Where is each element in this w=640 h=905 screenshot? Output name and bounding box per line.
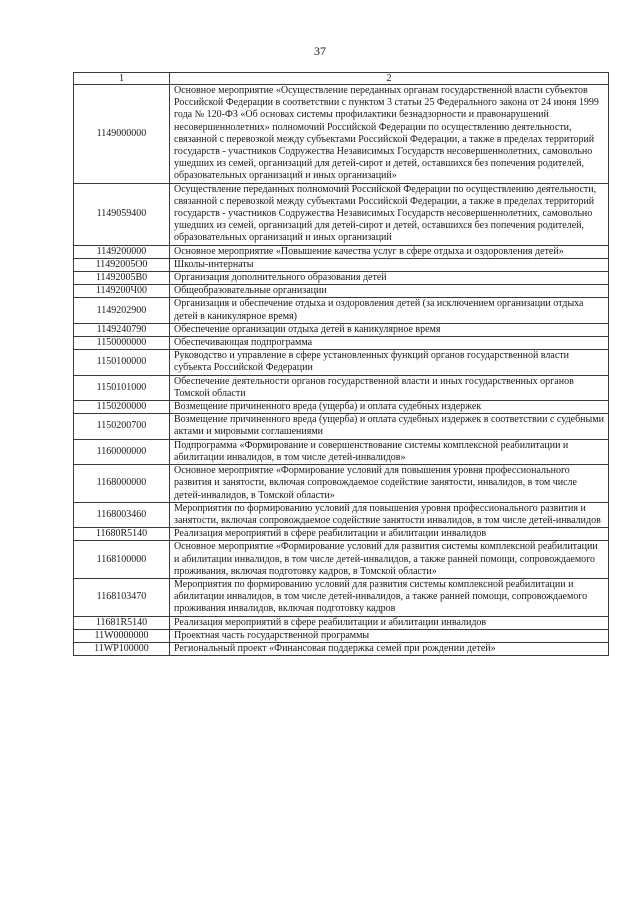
table-row [74, 245, 609, 258]
table-row [74, 337, 609, 350]
table-row [74, 578, 609, 616]
table-row [74, 258, 609, 271]
row-code: 11680R5140 [74, 528, 170, 541]
row-name: Осуществление переданных полномочий Российской Федерации по осуществлению деятельности, связанной с перевозкой между субъектами Российской Федерации, а также в пределах территорий государств - участников Содружества Независимых Государств несовершеннолетних, самовольно ушедших из семей, организаций для детей-сирот и детей, оставшихся без попечения родителей, образовательных организаций и иных организаций [170, 183, 609, 245]
row-name: Основное мероприятие «Осуществление переданных органам государственной власти субъектов Российской Федерации в соответствии с пунктом 3 статьи 25 Федерального закона от 24 июня 1999 года № 120-ФЗ «Об основах системы профилактики безнадзорности и правонарушений несовершеннолетних» полномочий Российской Федерации по осуществлению деятельности, связанной с перевозкой между субъектами Российской Федерации, а также в пределах территорий государств - участников Содружества Независимых Государств несовершеннолетних, самовольно ушедших из семей, организаций для детей-сирот и детей, оставшихся без попечения родителей, образовательных организаций и иных организаций» [170, 85, 609, 184]
row-name: Возмещение причиненного вреда (ущерба) и оплата судебных издержек в соответствии с судебными актами и мировыми соглашениями [170, 414, 609, 439]
row-name: Общеобразовательные организации [170, 285, 609, 298]
row-code: 1168103470 [74, 578, 170, 616]
table-row [74, 85, 609, 184]
row-code: 1149000000 [74, 85, 170, 184]
row-code: 1149200000 [74, 245, 170, 258]
row-code: 1149202900 [74, 298, 170, 323]
row-name: Школы-интернаты [170, 258, 609, 271]
row-code: 11492005О0 [74, 258, 170, 271]
row-name: Мероприятия по формированию условий для повышения уровня профессионального развития и занятости, включая сопровождаемое содействие занятости инвалидов, в том числе детей-инвалидов [170, 502, 609, 527]
row-name: Обеспечивающая подпрограмма [170, 337, 609, 350]
row-code: 11WP100000 [74, 642, 170, 655]
row-name: Реализация мероприятий в сфере реабилитации и абилитации инвалидов [170, 528, 609, 541]
table-row [74, 465, 609, 503]
table-row [74, 528, 609, 541]
row-name: Основное мероприятие «Формирование условий для повышения уровня профессионального развития и занятости, включая сопровождаемое содействие занятости, инвалидов, в том числе детей-инвалидов, в Томской области» [170, 465, 609, 503]
table-row [74, 642, 609, 655]
row-code: 1150100000 [74, 350, 170, 375]
table-row [74, 541, 609, 579]
table-row [74, 439, 609, 464]
table-row [74, 183, 609, 245]
row-code: 1149200Ч00 [74, 285, 170, 298]
row-code: 1150200700 [74, 414, 170, 439]
row-name: Руководство и управление в сфере установленных функций органов государственной власти субъекта Российской Федерации [170, 350, 609, 375]
column-header-code: 1 [74, 73, 170, 85]
table-row [74, 401, 609, 414]
table-row [74, 375, 609, 400]
table-row [74, 414, 609, 439]
row-name: Проектная часть государственной программы [170, 629, 609, 642]
row-code: 11492005В0 [74, 272, 170, 285]
row-name: Региональный проект «Финансовая поддержка семей при рождении детей» [170, 642, 609, 655]
row-name: Основное мероприятие «Повышение качества услуг в сфере отдыха и оздоровления детей» [170, 245, 609, 258]
row-name: Мероприятия по формированию условий для развития системы комплексной реабилитации и абилитации инвалидов, в том числе детей-инвалидов, а также ранней помощи, сопровождаемого проживания инвалидов, включая подготовку кадров [170, 578, 609, 616]
row-name: Основное мероприятие «Формирование условий для развития системы комплексной реабилитации и абилитации инвалидов, в том числе детей-инвалидов, а также ранней помощи, сопровождаемого проживания, включая подготовку кадров, в Томской области» [170, 541, 609, 579]
budget-classification-table [73, 72, 609, 656]
table-row [74, 298, 609, 323]
row-name: Организация и обеспечение отдыха и оздоровления детей (за исключением организации отдыха детей в каникулярное время) [170, 298, 609, 323]
table-row [74, 272, 609, 285]
column-header-name: 2 [170, 73, 609, 85]
table-row [74, 616, 609, 629]
row-code: 1168003460 [74, 502, 170, 527]
page-number: 37 [314, 44, 326, 58]
row-name: Возмещение причиненного вреда (ущерба) и оплата судебных издержек [170, 401, 609, 414]
table-row [74, 285, 609, 298]
row-code: 1150000000 [74, 337, 170, 350]
row-name: Реализация мероприятий в сфере реабилитации и абилитации инвалидов [170, 616, 609, 629]
row-name: Подпрограмма «Формирование и совершенствование системы комплексной реабилитации и абилитации инвалидов, в том числе детей-инвалидов» [170, 439, 609, 464]
row-code: 1160000000 [74, 439, 170, 464]
row-code: 1168100000 [74, 541, 170, 579]
row-name: Обеспечение деятельности органов государственной власти и иных государственных органов Томской области [170, 375, 609, 400]
row-code: 11W0000000 [74, 629, 170, 642]
row-code: 1149240790 [74, 323, 170, 336]
table-row [74, 323, 609, 336]
table-row [74, 502, 609, 527]
row-name: Организация дополнительного образования детей [170, 272, 609, 285]
row-code: 1149059400 [74, 183, 170, 245]
row-code: 1150101000 [74, 375, 170, 400]
row-code: 11681R5140 [74, 616, 170, 629]
table-row [74, 629, 609, 642]
table-header-row [74, 73, 609, 85]
row-code: 1150200000 [74, 401, 170, 414]
row-name: Обеспечение организации отдыха детей в каникулярное время [170, 323, 609, 336]
table-row [74, 350, 609, 375]
row-code: 1168000000 [74, 465, 170, 503]
